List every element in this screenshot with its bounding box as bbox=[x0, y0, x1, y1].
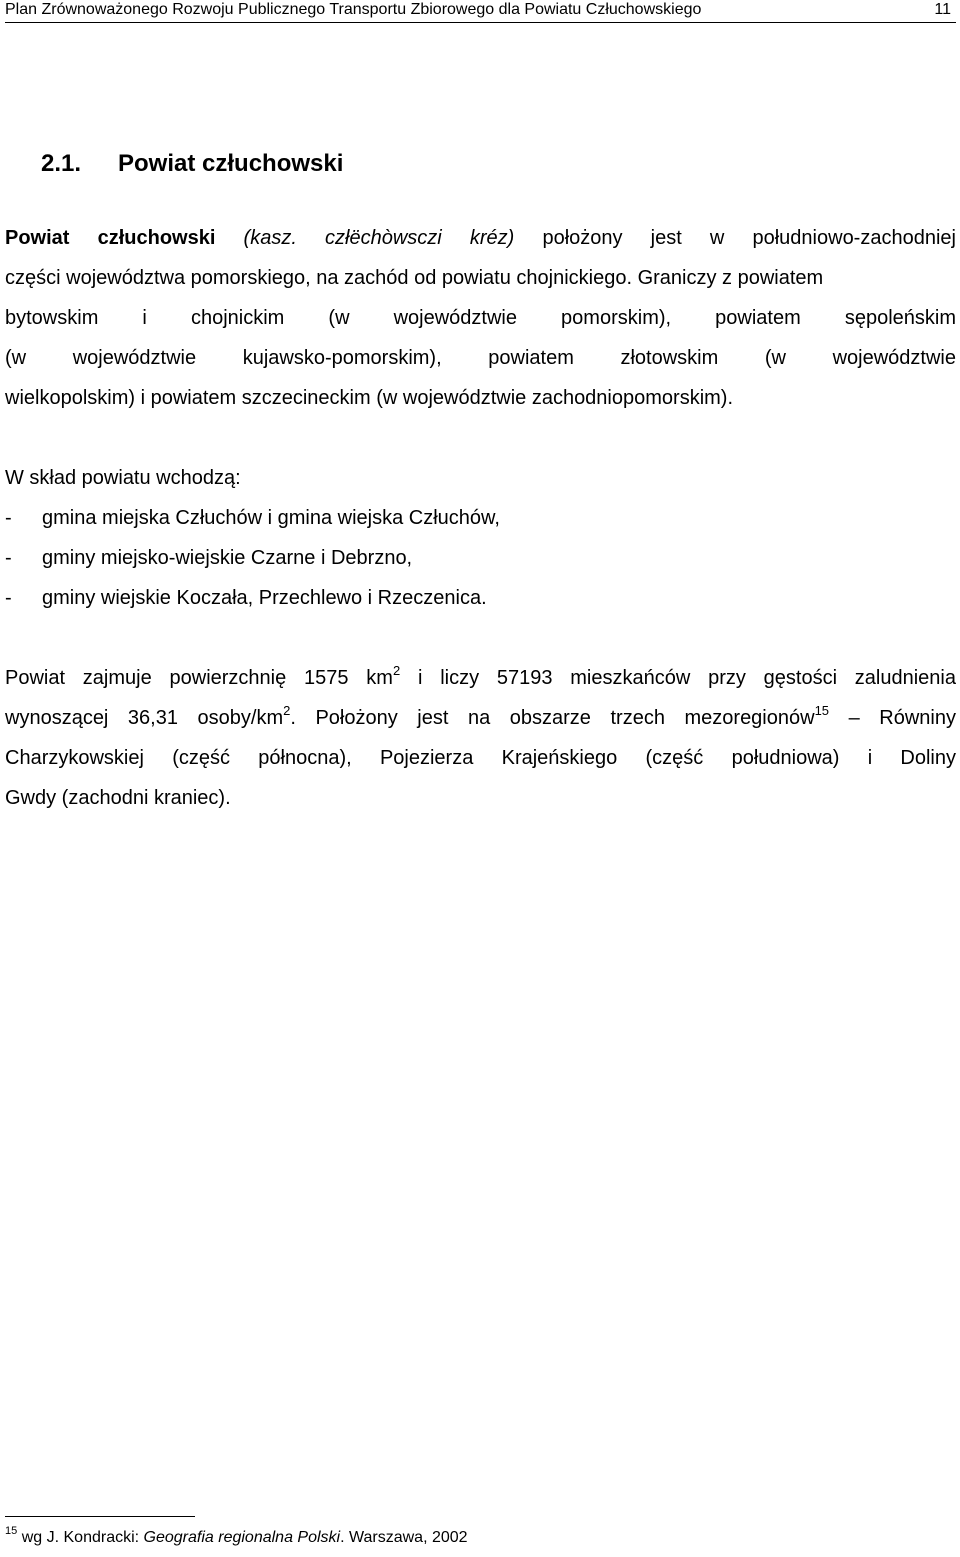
header-title: Plan Zrównoważonego Rozwoju Publicznego Transportu Zbiorowego dla Powiatu Człuchowskiego bbox=[5, 1, 702, 18]
paragraph-line: części województwa pomorskiego, na zachód od powiatu chojnickiego. Graniczy z powiatem bbox=[5, 267, 824, 289]
footnote-marker: 15 bbox=[5, 1525, 18, 1537]
superscript: 2 bbox=[283, 703, 291, 718]
list-item: - gminy wiejskie Koczała, Przechlewo i Rzeczenica. bbox=[5, 587, 487, 609]
section-number: 2.1. bbox=[41, 150, 82, 177]
area-paragraph bbox=[5, 658, 956, 818]
list-item: - gminy miejsko-wiejskie Czarne i Debrzno, bbox=[5, 547, 413, 569]
footnote-book-title: Geografia regionalna Polski bbox=[143, 1529, 341, 1546]
page-header bbox=[5, 0, 956, 23]
list-item: - gmina miejska Człuchów i gmina wiejska Człuchów, bbox=[5, 507, 500, 529]
powiat-name-bold: Powiat człuchowski bbox=[5, 227, 216, 249]
paragraph-line: (w województwie kujawsko-pomorskim), powiatem złotowskim (w województwie bbox=[5, 347, 956, 369]
footnote-separator bbox=[5, 1516, 195, 1517]
paragraph-line: bytowskim i chojnickim (w województwie pomorskim), powiatem sępoleńskim bbox=[5, 307, 956, 329]
paragraph-line: Gwdy (zachodni kraniec). bbox=[5, 787, 231, 809]
paragraph-line: wynoszącej 36,31 osoby/$km^2$. Położony jest na obszarze trzech mezoregionów$^{15}$ – Równiny bbox=[5, 703, 956, 729]
section-heading bbox=[41, 148, 343, 180]
section-title: Powiat człuchowski bbox=[118, 150, 344, 177]
paragraph-line: Charzykowskiej (część północna), Pojezierza Krajeńskiego (część południowa) i Doliny bbox=[5, 747, 956, 769]
footnote-reference[interactable]: 15 bbox=[814, 703, 830, 718]
paragraph-line: Powiat zajmuje powierzchnię 1575 $km^2$ i liczy 57193 mieszkańców przy gęstości zaludnienia bbox=[5, 663, 956, 689]
paragraph-line: Powiat człuchowski (kasz. człëchòwsczi kréz) położony jest w południowo-zachodniej bbox=[5, 227, 956, 249]
paragraph-line: wielkopolskim) i powiatem szczecineckim (w województwie zachodniopomorskim). bbox=[5, 387, 734, 409]
gmina-list bbox=[5, 498, 500, 618]
superscript: 2 bbox=[392, 663, 401, 678]
page-number: 11 bbox=[934, 1, 951, 18]
footnote: $^{15}$ wg J. Kondracki: Geografia regionalna Polski. Warszawa, 2002 bbox=[5, 1525, 468, 1546]
composition-intro: W skład powiatu wchodzą: bbox=[5, 467, 241, 489]
intro-paragraph bbox=[5, 218, 956, 418]
kashubian-name: (kasz. człëchòwsczi kréz) bbox=[243, 227, 515, 249]
